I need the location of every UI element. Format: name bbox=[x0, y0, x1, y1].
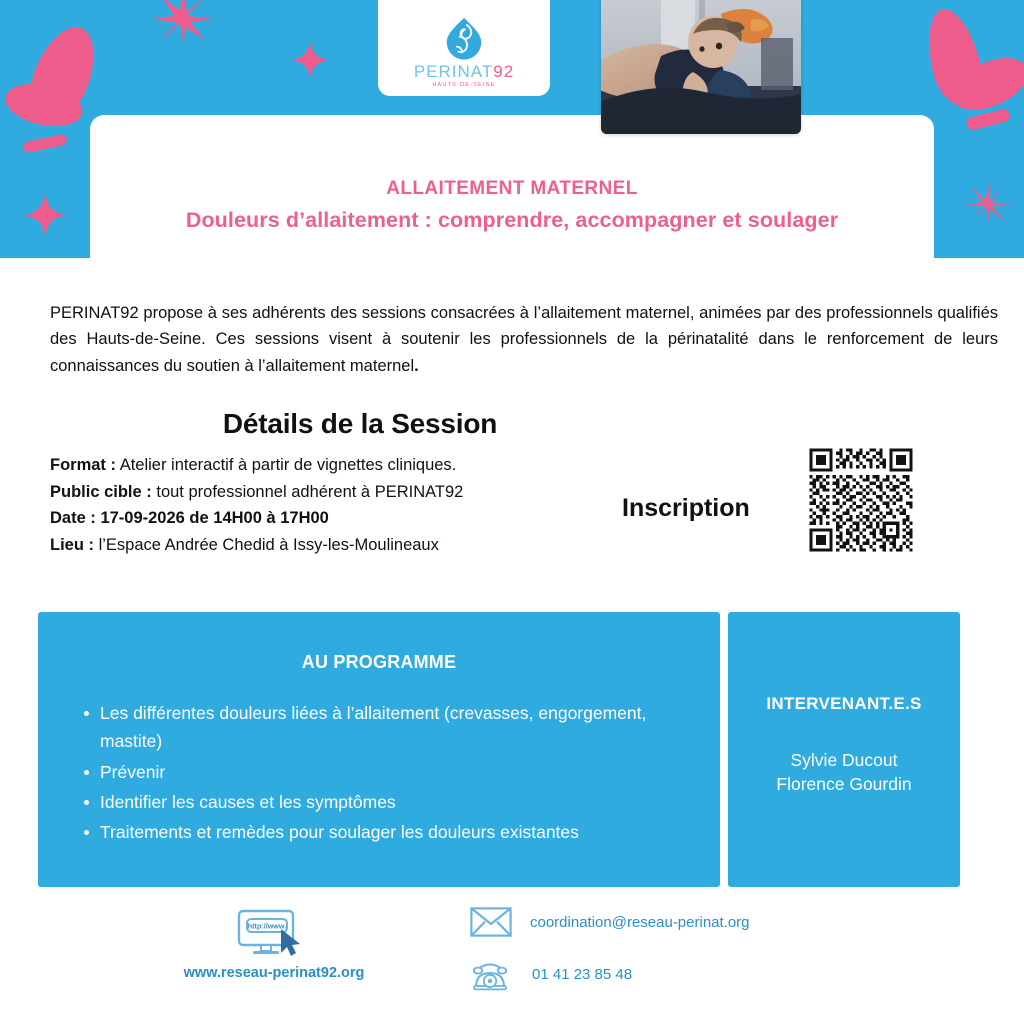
phone-row[interactable] bbox=[470, 957, 632, 991]
details-row-lieu bbox=[50, 532, 650, 559]
details-row-public bbox=[50, 479, 650, 506]
page-title: ALLAITEMENT MATERNEL bbox=[386, 178, 638, 199]
speakers-panel bbox=[728, 612, 960, 887]
pink-dash-right bbox=[965, 108, 1011, 131]
speakers-heading: INTERVENANT.E.S bbox=[766, 694, 922, 713]
details-heading: Détails de la Session bbox=[222, 408, 498, 439]
email-address[interactable]: coordination@reseau-perinat.org bbox=[530, 913, 750, 931]
footer bbox=[0, 895, 1024, 1024]
svg-text:http://www.: http://www. bbox=[247, 921, 287, 931]
programme-item: Prévenir bbox=[100, 758, 690, 786]
details-label-date: Date : bbox=[50, 509, 96, 528]
details-value-lieu: l’Espace Andrée Chedid à Issy-les-Moulineaux bbox=[98, 536, 439, 555]
intro-paragraph bbox=[50, 300, 998, 380]
programme-list bbox=[38, 699, 720, 847]
details-row-format bbox=[50, 452, 650, 479]
inscription-label: Inscription bbox=[622, 494, 750, 522]
details-value-format: Atelier interactif à partir de vignettes cliniques. bbox=[119, 456, 457, 474]
logo-word-92: 92 bbox=[493, 62, 515, 81]
details-row-date bbox=[50, 505, 650, 532]
pink-four-point-star-left bbox=[22, 192, 68, 238]
header-titles bbox=[90, 178, 934, 233]
perinat-droplet-mother-baby-icon bbox=[441, 15, 487, 61]
details-label-format: Format : bbox=[50, 456, 116, 474]
details-value-date: 17-09-2026 de 14H00 à 17H00 bbox=[100, 509, 329, 528]
details-list bbox=[50, 452, 650, 559]
telephone-icon bbox=[470, 957, 510, 991]
phone-number[interactable]: 01 41 23 85 48 bbox=[532, 965, 633, 983]
website-url[interactable]: www.reseau-perinat92.org bbox=[183, 965, 365, 981]
logo-word-perinat: PERINAT bbox=[413, 62, 494, 81]
programme-heading: AU PROGRAMME bbox=[301, 652, 457, 672]
programme-item: Les différentes douleurs liées à l’allaitement (crevasses, engorgement, mastite) bbox=[100, 699, 690, 756]
email-row[interactable] bbox=[470, 907, 750, 937]
website-monitor-icon bbox=[231, 905, 317, 961]
logo-subtitle: HAUTS-DE-SEINE bbox=[432, 82, 496, 88]
details-label-lieu: Lieu : bbox=[50, 536, 94, 555]
pink-dash-left bbox=[22, 134, 67, 154]
envelope-icon bbox=[470, 907, 512, 937]
website-block[interactable] bbox=[174, 905, 374, 981]
pink-four-point-star-mid bbox=[290, 40, 330, 80]
details-label-public: Public cible : bbox=[50, 482, 152, 501]
perinat92-logo-card bbox=[378, 0, 550, 96]
programme-panel bbox=[38, 612, 720, 887]
programme-item: Identifier les causes et les symptômes bbox=[100, 788, 690, 816]
pink-starburst-top-left bbox=[148, 0, 218, 56]
pink-starburst-right bbox=[962, 178, 1014, 230]
speakers-names bbox=[728, 748, 960, 796]
registration-qr-code[interactable] bbox=[806, 445, 916, 555]
mother-baby-photo bbox=[601, 0, 801, 134]
speaker-name: Florence Gourdin bbox=[776, 774, 912, 795]
logo-wordmark bbox=[414, 63, 514, 80]
details-value-public: tout professionnel adhérent à PERINAT92 bbox=[156, 482, 464, 501]
programme-item: Traitements et remèdes pour soulager les douleurs existantes bbox=[100, 818, 690, 846]
page-subtitle: Douleurs d’allaitement : comprendre, accompagner et soulager bbox=[185, 208, 839, 232]
intro-text: PERINAT92 propose à ses adhérents des sessions consacrées à l’allaitement maternel, animées par des professionnels qualifiés des Hauts-de-Seine. Ces sessions visent à soutenir les professionnels de la périnatalité dans le renforcement de leurs connaissances du soutien à l’allaitement maternel bbox=[50, 303, 998, 375]
intro-trailing-period: . bbox=[414, 356, 419, 375]
speaker-name: Sylvie Ducout bbox=[790, 750, 898, 770]
